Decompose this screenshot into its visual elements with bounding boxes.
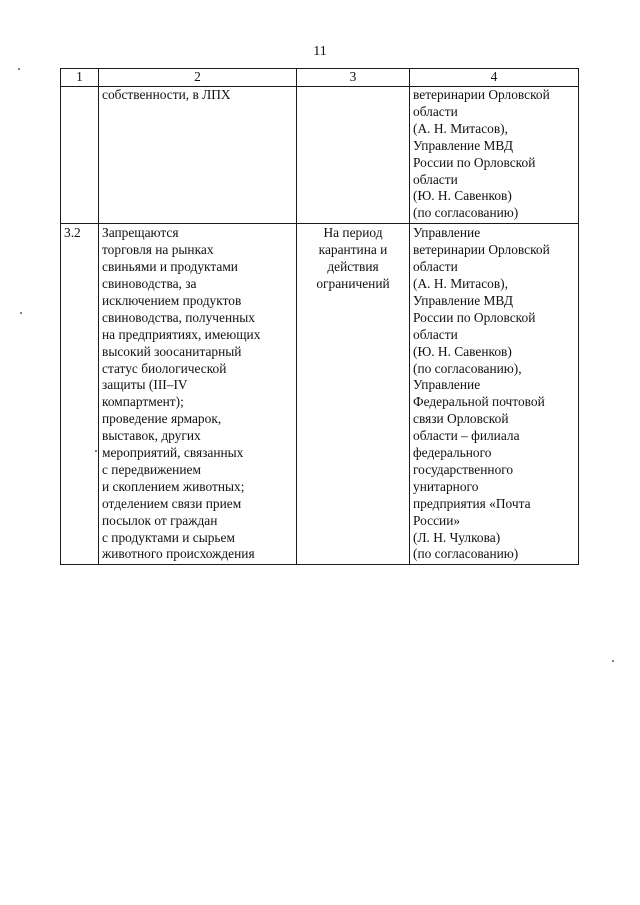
page-number: 11 [313, 44, 327, 59]
cell-text-line: проведение ярмарок, [102, 411, 222, 427]
scan-speck [18, 68, 20, 70]
cell-text-line: (А. Н. Митасов), [413, 275, 508, 291]
header-col-2: 2 [99, 69, 297, 87]
cell-text-line: (по согласованию) [413, 205, 519, 221]
continuation-measure-cell [99, 87, 297, 224]
cell-text-line: (по согласованию), [413, 360, 522, 376]
cell-text-line: федерального [413, 445, 492, 461]
header-col-3: 3 [297, 69, 410, 87]
scan-speck [612, 660, 614, 662]
cell-text-line: Управление МВД [413, 292, 513, 308]
cell-text-line: свиньями и продуктами [102, 259, 238, 275]
cell-text-line: государственного [413, 461, 514, 477]
cell-text-line: посылок от граждан [102, 512, 218, 528]
cell-text-line: 3.2 [64, 225, 81, 241]
cell-text-line: ветеринарии Орловской [413, 87, 550, 102]
cell-text-line: высокий зоосанитарный [102, 343, 242, 359]
cell-text-line: действия [327, 259, 379, 275]
cell-text-line: статус биологической [102, 360, 227, 376]
cell-text-line: компартмент); [102, 394, 184, 410]
cell-text-line: области [413, 103, 458, 119]
cell-text-line: торговля на рынках [102, 242, 214, 258]
scan-speck [95, 450, 97, 452]
continuation-number-cell [61, 87, 99, 224]
cell-text-line: на предприятиях, имеющих [102, 326, 261, 342]
cell-text-line: свиноводства, полученных [102, 309, 255, 325]
table-row-continuation [61, 87, 579, 224]
table-row-3-2 [61, 224, 579, 565]
cell-text-line: исключением продуктов [102, 292, 242, 308]
cell-text-line: (Л. Н. Чулкова) [413, 529, 501, 545]
cell-text-line: ветеринарии Орловской [413, 242, 550, 258]
cell-text-line: связи Орловской [413, 411, 509, 427]
cell-text-line: собственности, в ЛПХ [102, 87, 231, 102]
cell-text-line: мероприятий, связанных [102, 445, 244, 461]
cell-text-line: области [413, 171, 458, 187]
cell-text-line: защиты (III–IV [102, 377, 188, 393]
cell-text-line: выставок, других [102, 428, 201, 444]
cell-text-line: России по Орловской [413, 154, 536, 170]
cell-text-line: России по Орловской [413, 309, 536, 325]
cell-text-line: На период [323, 225, 383, 241]
cell-text-line: России» [413, 512, 461, 528]
cell-text-line: области [413, 259, 458, 275]
header-col-1: 1 [61, 69, 99, 87]
item-number-cell [61, 224, 99, 565]
continuation-period-cell [297, 87, 410, 224]
cell-text-line: с передвижением [102, 461, 201, 477]
cell-text-line: унитарного [413, 478, 479, 494]
cell-text-line: Управление [413, 225, 481, 241]
cell-text-line: (по согласованию) [413, 546, 519, 562]
measure-cell [99, 224, 297, 565]
continuation-responsible-cell [410, 87, 579, 224]
cell-text-line: (А. Н. Митасов), [413, 120, 508, 136]
cell-text-line: Управление [413, 377, 481, 393]
scan-speck [20, 312, 22, 314]
cell-text-line: области – филиала [413, 428, 520, 444]
responsible-cell [410, 224, 579, 565]
cell-text-line: (Ю. Н. Савенков) [413, 343, 512, 359]
cell-text-line: ограничений [316, 275, 390, 291]
cell-text-line: и скоплением животных; [102, 478, 245, 494]
cell-text-line: Управление МВД [413, 137, 513, 153]
cell-text-line: Федеральной почтовой [413, 394, 545, 410]
cell-text-line: карантина и [318, 242, 388, 258]
header-col-4: 4 [410, 69, 579, 87]
cell-text-line: животного происхождения [102, 546, 255, 562]
measures-table [60, 68, 579, 565]
cell-text-line: Запрещаются [102, 225, 179, 241]
cell-text-line: (Ю. Н. Савенков) [413, 188, 512, 204]
cell-text-line: свиноводства, за [102, 275, 197, 291]
cell-text-line: области [413, 326, 458, 342]
cell-text-line: предприятия «Почта [413, 495, 531, 511]
cell-text-line: с продуктами и сырьем [102, 529, 235, 545]
period-cell [297, 224, 410, 565]
table-header [61, 69, 579, 87]
cell-text-line: отделением связи прием [102, 495, 242, 511]
table-header-row [61, 69, 579, 87]
